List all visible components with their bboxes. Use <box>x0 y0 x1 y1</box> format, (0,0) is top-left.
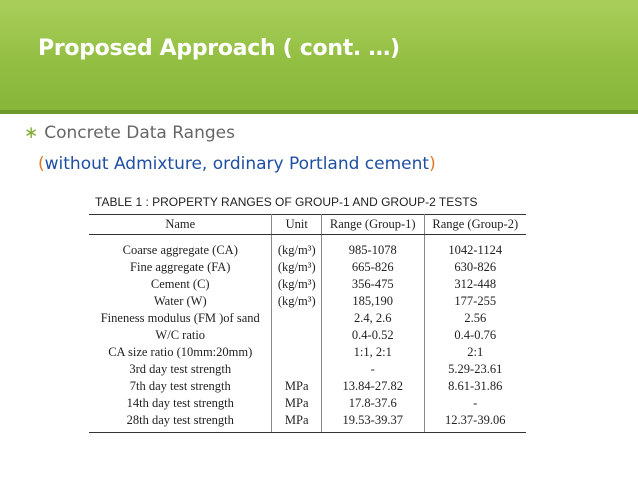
table-row <box>89 276 526 293</box>
row-unit: (kg/m³) <box>272 235 322 260</box>
row-group-1: 17.8-37.6 <box>321 395 424 412</box>
asterisk-bullet-icon: ∗ <box>24 123 39 143</box>
row-group-2: - <box>473 396 478 410</box>
table-row <box>89 293 526 310</box>
row-name: 14th day test strength <box>89 395 272 412</box>
row-group-1: 13.84-27.82 <box>321 378 424 395</box>
row-unit: MPa <box>272 412 322 433</box>
table-row <box>89 378 526 395</box>
row-group-2: 0.4-0.76 <box>454 328 497 342</box>
row-group-1: 985-1078 <box>321 235 424 260</box>
row-unit <box>272 310 322 327</box>
row-group-2: 1042-1124 <box>448 243 503 257</box>
header-group-2: Range (Group-2) <box>424 215 526 235</box>
row-group-2: 177-255 <box>454 294 497 308</box>
table-row <box>89 361 526 378</box>
row-name: Coarse aggregate (CA) <box>89 235 272 260</box>
row-name: CA size ratio (10mm:20mm) <box>89 344 272 361</box>
row-group-2: 630-826 <box>454 260 497 274</box>
header-name: Name <box>89 215 272 235</box>
row-unit <box>272 344 322 361</box>
row-unit: (kg/m³) <box>272 293 322 310</box>
header-unit: Unit <box>272 215 322 235</box>
table-header-row <box>89 215 526 235</box>
row-unit <box>272 327 322 344</box>
row-group-2: 8.61-31.86 <box>448 379 503 393</box>
table-caption: TABLE 1 : PROPERTY RANGES OF GROUP-1 AND GROUP-2 TESTS <box>95 195 478 209</box>
table-row <box>89 327 526 344</box>
row-unit: MPa <box>272 395 322 412</box>
subtitle-close-paren: ) <box>429 154 436 174</box>
slide-title: Proposed Approach ( cont. …) <box>38 36 400 61</box>
row-name: Water (W) <box>89 293 272 310</box>
subtitle <box>38 154 436 174</box>
row-unit: (kg/m³) <box>272 259 322 276</box>
row-name: Cement (C) <box>89 276 272 293</box>
row-name: Fineness modulus (FM )of sand <box>89 310 272 327</box>
row-unit: (kg/m³) <box>272 276 322 293</box>
row-group-2: 5.29-23.61 <box>448 362 503 376</box>
table-row <box>89 235 526 260</box>
header-group-1: Range (Group-1) <box>321 215 424 235</box>
subtitle-text: without Admixture, ordinary Portland cement <box>44 154 430 174</box>
row-group-1: 665-826 <box>321 259 424 276</box>
row-group-1: 185,190 <box>321 293 424 310</box>
bullet-item <box>24 123 235 143</box>
row-group-2: 2.56 <box>464 311 487 325</box>
row-group-1: 0.4-0.52 <box>321 327 424 344</box>
row-name: 28th day test strength <box>89 412 272 433</box>
row-name: 3rd day test strength <box>89 361 272 378</box>
row-group-2: 2:1 <box>467 345 484 359</box>
row-group-1: 19.53-39.37 <box>321 412 424 433</box>
property-ranges-table <box>89 214 526 433</box>
table-row <box>89 395 526 412</box>
table-row <box>89 344 526 361</box>
title-banner-rule <box>0 110 638 114</box>
row-name: 7th day test strength <box>89 378 272 395</box>
row-group-2: 312-448 <box>454 277 497 291</box>
row-group-1: 356-475 <box>321 276 424 293</box>
table-row <box>89 259 526 276</box>
row-group-1: 1:1, 2:1 <box>321 344 424 361</box>
table-row <box>89 412 526 433</box>
row-group-1: 2.4, 2.6 <box>321 310 424 327</box>
row-group-2: 12.37-39.06 <box>424 412 526 433</box>
table-row <box>89 310 526 327</box>
row-unit: MPa <box>272 378 322 395</box>
subtitle-open-paren: ( <box>38 154 45 174</box>
row-name: W/C ratio <box>89 327 272 344</box>
row-unit <box>272 361 322 378</box>
bullet-text: Concrete Data Ranges <box>44 123 235 143</box>
row-name: Fine aggregate (FA) <box>89 259 272 276</box>
row-group-1: - <box>321 361 424 378</box>
